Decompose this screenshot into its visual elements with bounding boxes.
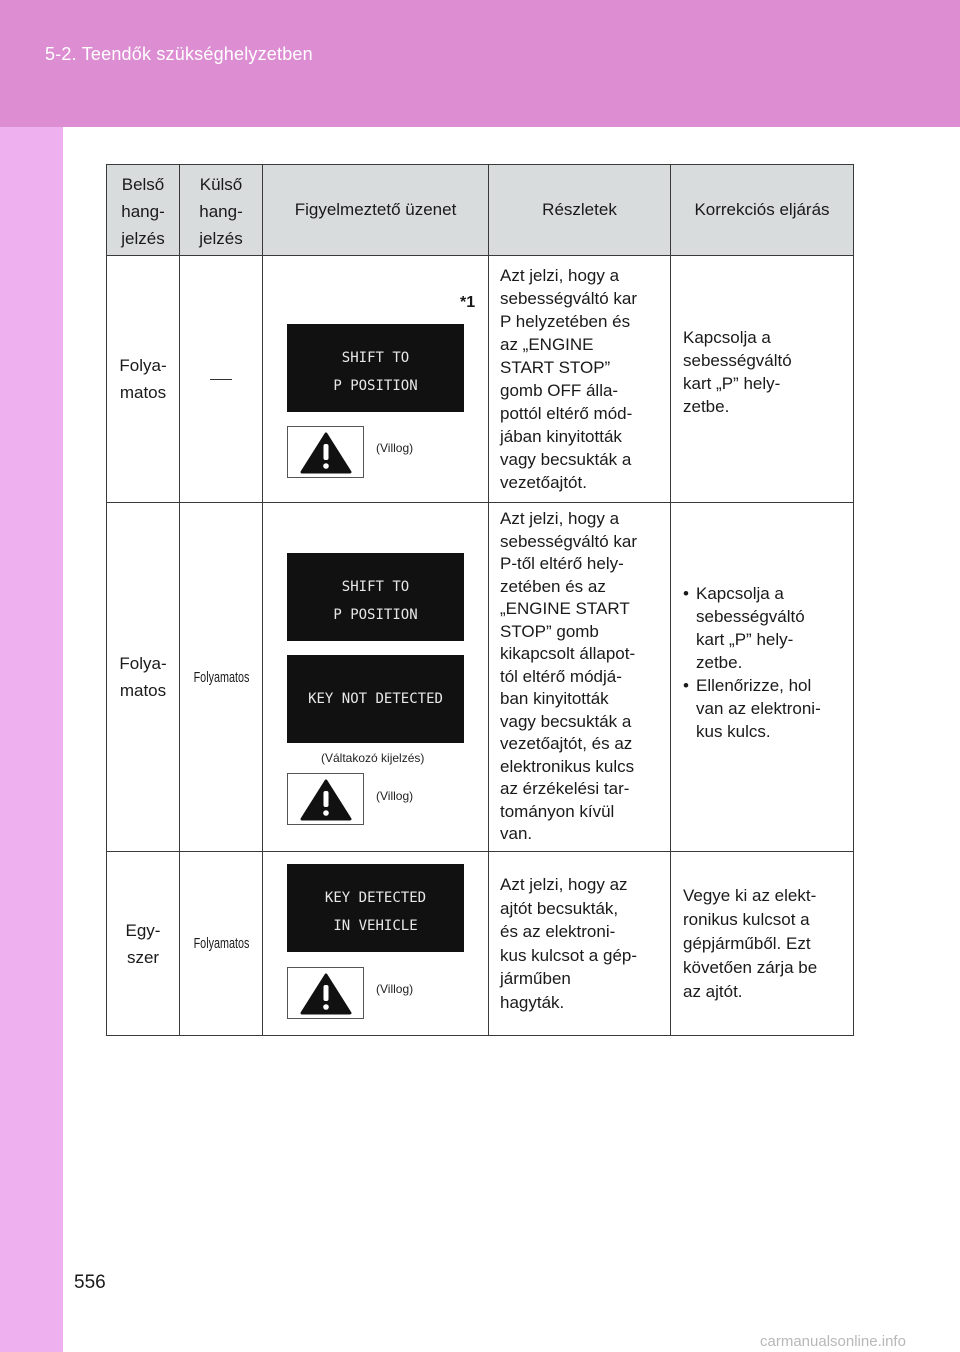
message-cell (263, 256, 489, 503)
inner-sound-cell: Folya- matos (107, 503, 180, 852)
table-row (107, 503, 854, 852)
lcd-display: KEY DETECTED IN VEHICLE (287, 864, 464, 952)
inner-sound-cell: Egy- szer (107, 852, 180, 1036)
details-cell: Azt jelzi, hogy a sebességváltó kar P helyzetében és az „ENGINE START STOP” gomb OFF álla- pottól eltérő mód- jában kinyitották vagy becsukták a vezetőajtót. (489, 256, 671, 503)
blink-note: (Villog) (376, 789, 414, 803)
blink-note: (Villog) (376, 982, 414, 996)
header-inner-sound: Belső hang- jelzés (107, 165, 180, 256)
outer-sound-cell: Folyamatos (191, 503, 251, 852)
page-number: 556 (74, 1272, 106, 1293)
lcd-display: SHIFT TO P POSITION (287, 324, 464, 412)
correction-cell: Vegye ki az elekt- ronikus kulcsot a gépjárműből. Ezt követően zárja be az ajtót. (671, 852, 854, 1036)
header-outer-sound: Külső hang- jelzés (180, 165, 263, 256)
message-cell (263, 503, 489, 852)
correction-cell: Kapcsolja a sebességváltó kart „P” hely- zetbe. (671, 256, 854, 503)
warning-icon-box (287, 773, 364, 825)
outer-sound-cell: Folyamatos (191, 852, 251, 1036)
list-item: • Kapcsolja a sebességváltó kart „P” hely- zetbe. (683, 582, 847, 674)
correction-cell (671, 503, 854, 852)
details-cell: Azt jelzi, hogy az ajtót becsukták, és az elektroni- kus kulcsot a gép- járműben hagyták. (489, 852, 671, 1036)
table-row (107, 852, 854, 1036)
list-item: • Ellenőrizze, hol van az elektroni- kus kulcs. (683, 674, 847, 743)
warning-icon-box (287, 967, 364, 1019)
outer-sound-cell (180, 256, 263, 503)
warning-triangle-icon (300, 432, 352, 474)
alternating-note: (Váltakozó kijelzés) (321, 751, 425, 765)
section-title: 5-2. Teendők szükséghelyzetben (45, 44, 313, 64)
warning-icon-box (287, 426, 364, 478)
inner-sound-cell: Folya- matos (107, 256, 180, 503)
side-band (0, 127, 63, 1352)
table-header-row (107, 165, 854, 256)
warning-triangle-icon (300, 779, 352, 821)
blink-note: (Villog) (376, 441, 414, 455)
lcd-display: SHIFT TO P POSITION (287, 553, 464, 641)
dash-icon (210, 379, 232, 380)
table-row (107, 256, 854, 503)
header-correction: Korrekciós eljárás (671, 165, 854, 256)
header-details: Részletek (489, 165, 671, 256)
correction-list (683, 582, 847, 743)
footnote-star: *1 (460, 294, 476, 311)
warning-triangle-icon (300, 973, 352, 1015)
lcd-display: KEY NOT DETECTED (287, 655, 464, 743)
message-cell (263, 852, 489, 1036)
warning-table (106, 164, 854, 1036)
details-cell: Azt jelzi, hogy a sebességváltó kar P-től eltérő hely- zetében és az „ENGINE START STOP” gomb kikapcsolt állapot- tól eltérő módjá- ban kinyitották vagy becsukták a vezetőajtót, és az elektronikus kulcs az érzékelési tar- tományon kívül van. (489, 503, 671, 852)
watermark: carmanualsonline.info (760, 1333, 906, 1350)
header-message: Figyelmeztető üzenet (263, 165, 489, 256)
